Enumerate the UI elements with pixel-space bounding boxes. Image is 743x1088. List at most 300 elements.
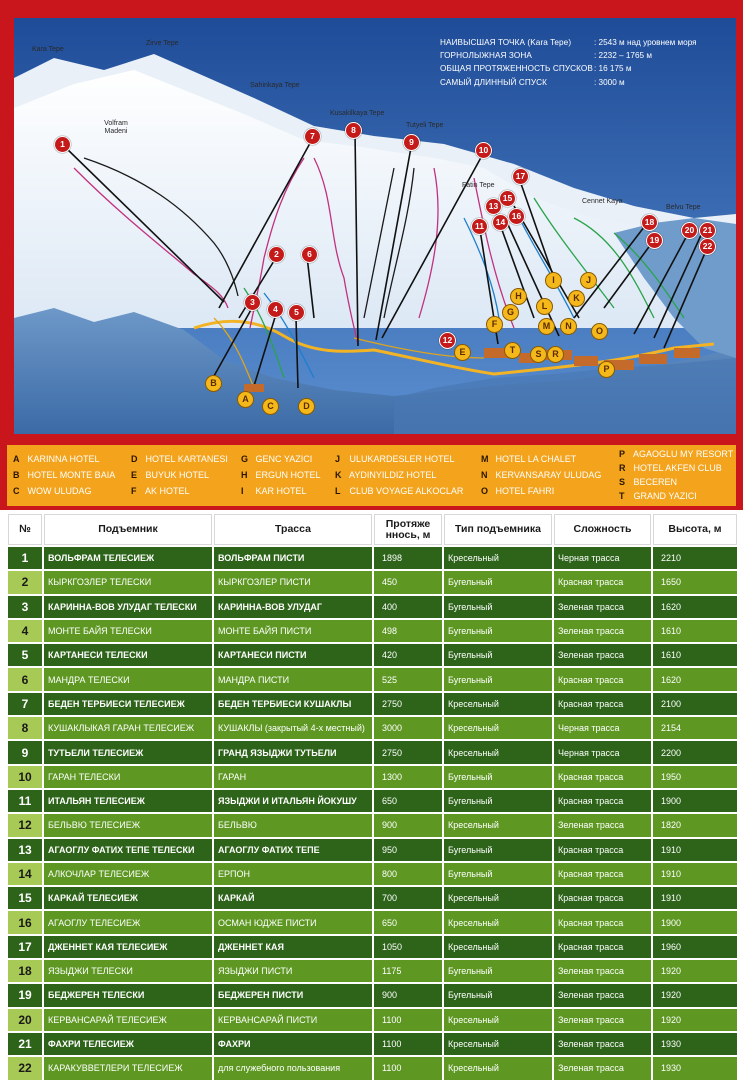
legend-item — [481, 451, 601, 467]
lift-type-cell: Кресельный — [444, 814, 552, 836]
hotel-marker[interactable]: B — [205, 375, 222, 392]
run-name-cell: для служебного пользования — [214, 1057, 372, 1079]
lift-marker[interactable]: 8 — [345, 122, 362, 139]
run-name-cell: КАРКАЙ — [214, 887, 372, 909]
run-name-cell: БЕДЖЕРЕН ПИСТИ — [214, 984, 372, 1006]
lift-name-cell: КУШАКЛЫКАЯ ГАРАН ТЕЛЕСИЕЖ — [44, 717, 212, 739]
altitude-cell: 1650 — [653, 571, 737, 593]
lift-name-cell: КАРАКУВВЕТЛЕРИ ТЕЛЕСИЕЖ — [44, 1057, 212, 1079]
lift-type-cell: Бугельный — [444, 766, 552, 788]
difficulty-cell: Зеленая трасса — [554, 644, 651, 666]
stat-value: : 3000 м — [594, 77, 625, 87]
lift-number-cell: 5 — [8, 644, 42, 666]
lift-type-cell: Бугельный — [444, 571, 552, 593]
lifts-table — [6, 512, 739, 1082]
lift-type-cell: Кресельный — [444, 936, 552, 958]
legend-item — [619, 447, 733, 461]
legend-name: AK HOTEL — [145, 486, 190, 496]
run-length-cell: 1300 — [374, 766, 442, 788]
table-row — [8, 620, 737, 642]
lift-number-cell: 9 — [8, 741, 42, 763]
lift-type-cell: Кресельный — [444, 1057, 552, 1079]
legend-item — [131, 483, 228, 499]
legend-key: N — [481, 470, 488, 480]
lift-type-cell: Кресельный — [444, 911, 552, 933]
lift-number-cell: 18 — [8, 960, 42, 982]
difficulty-cell: Красная трасса — [554, 936, 651, 958]
lift-number-cell: 22 — [8, 1057, 42, 1079]
lift-name-cell: БЕДЖЕРЕН ТЕЛЕСКИ — [44, 984, 212, 1006]
legend-item — [619, 461, 733, 475]
table-row — [8, 1009, 737, 1031]
table-row — [8, 960, 737, 982]
peak-label: Sahinkaya Tepe — [250, 82, 300, 89]
lift-marker[interactable]: 5 — [288, 304, 305, 321]
run-name-cell: ФАХРИ — [214, 1033, 372, 1055]
stat-row — [440, 49, 730, 62]
legend-column — [13, 451, 115, 499]
legend-key: A — [13, 454, 20, 464]
hotel-marker[interactable]: K — [568, 290, 585, 307]
lift-name-cell: БЕДЕН ТЕРБИЕСИ ТЕЛЕСИЕЖ — [44, 693, 212, 715]
hotel-legend — [0, 445, 743, 510]
run-length-cell: 1100 — [374, 1033, 442, 1055]
stat-label: НАИВЫСШАЯ ТОЧКА (Kara Tepe) — [440, 38, 572, 47]
lift-type-cell: Кресельный — [444, 741, 552, 763]
difficulty-cell: Зеленая трасса — [554, 1033, 651, 1055]
lift-marker[interactable]: 7 — [304, 128, 321, 145]
hotel-marker[interactable]: L — [536, 298, 553, 315]
lift-name-cell: ТУТЬЕЛИ ТЕЛЕСИЕЖ — [44, 741, 212, 763]
run-length-cell: 1100 — [374, 1009, 442, 1031]
table-row — [8, 1033, 737, 1055]
hotel-marker[interactable]: E — [454, 344, 471, 361]
run-length-cell: 700 — [374, 887, 442, 909]
difficulty-cell: Зеленая трасса — [554, 960, 651, 982]
lift-type-cell: Бугельный — [444, 839, 552, 861]
lift-name-cell: КАРКАЙ ТЕЛЕСИЕЖ — [44, 887, 212, 909]
legend-item — [13, 467, 115, 483]
peak-label: Kara Tepe — [32, 46, 64, 53]
legend-key: L — [335, 486, 341, 496]
legend-name: AGAOGLU MY RESORT — [633, 449, 734, 459]
legend-key: B — [13, 470, 20, 480]
lift-marker[interactable]: 20 — [681, 222, 698, 239]
legend-key: C — [13, 486, 20, 496]
legend-name: KERVANSARAY ULUDAG — [495, 470, 602, 480]
difficulty-cell: Зеленая трасса — [554, 1009, 651, 1031]
difficulty-cell: Зеленая трасса — [554, 596, 651, 618]
altitude-cell: 1910 — [653, 887, 737, 909]
lift-marker[interactable]: 12 — [439, 332, 456, 349]
column-header: Тип подъемника — [444, 514, 552, 545]
altitude-cell: 1820 — [653, 814, 737, 836]
altitude-cell: 1620 — [653, 668, 737, 690]
lift-type-cell: Бугельный — [444, 596, 552, 618]
run-length-cell: 650 — [374, 790, 442, 812]
stat-value: : 16 175 м — [594, 64, 632, 74]
run-length-cell: 400 — [374, 596, 442, 618]
column-header: Протяже ннось, м — [374, 514, 442, 545]
lift-number-cell: 10 — [8, 766, 42, 788]
lift-type-cell: Бугельный — [444, 644, 552, 666]
altitude-cell: 1900 — [653, 911, 737, 933]
run-name-cell: КАРИННА-ВОВ УЛУДАГ — [214, 596, 372, 618]
run-name-cell: ГАРАН — [214, 766, 372, 788]
legend-item — [619, 489, 733, 503]
run-length-cell: 1898 — [374, 547, 442, 569]
run-name-cell: КЕРВАНСАРАЙ ПИСТИ — [214, 1009, 372, 1031]
legend-key: P — [619, 449, 626, 459]
difficulty-cell: Красная трасса — [554, 911, 651, 933]
lift-number-cell: 19 — [8, 984, 42, 1006]
lift-name-cell: КЕРВАНСАРАЙ ТЕЛЕСИЕЖ — [44, 1009, 212, 1031]
column-header: Трасса — [214, 514, 372, 545]
hotel-marker[interactable]: I — [545, 272, 562, 289]
lift-marker[interactable]: 2 — [268, 246, 285, 263]
lift-type-cell: Кресельный — [444, 693, 552, 715]
altitude-cell: 1930 — [653, 1033, 737, 1055]
table-row — [8, 911, 737, 933]
difficulty-cell: Черная трасса — [554, 547, 651, 569]
lift-name-cell: ФАХРИ ТЕЛЕСИЕЖ — [44, 1033, 212, 1055]
lift-marker[interactable]: 1 — [54, 136, 71, 153]
lift-number-cell: 6 — [8, 668, 42, 690]
lift-marker[interactable]: 6 — [301, 246, 318, 263]
legend-name: BECEREN — [633, 477, 678, 487]
hotel-marker[interactable]: A — [237, 391, 254, 408]
legend-name: HOTEL KARTANESI — [145, 454, 228, 464]
lift-type-cell: Кресельный — [444, 887, 552, 909]
lift-type-cell: Бугельный — [444, 960, 552, 982]
lift-number-cell: 21 — [8, 1033, 42, 1055]
run-name-cell: ОСМАН ЮДЖЕ ПИСТИ — [214, 911, 372, 933]
legend-key: I — [241, 486, 244, 496]
lift-number-cell: 12 — [8, 814, 42, 836]
run-name-cell: БЕДЕН ТЕРБИЕСИ КУШАКЛЫ — [214, 693, 372, 715]
difficulty-cell: Красная трасса — [554, 766, 651, 788]
altitude-cell: 1950 — [653, 766, 737, 788]
table-row — [8, 547, 737, 569]
lift-marker[interactable]: 3 — [244, 294, 261, 311]
legend-key: K — [335, 470, 342, 480]
legend-item — [241, 451, 321, 467]
run-length-cell: 2750 — [374, 741, 442, 763]
table-row — [8, 596, 737, 618]
difficulty-cell: Черная трасса — [554, 717, 651, 739]
lift-name-cell: ИТАЛЬЯН ТЕЛЕСИЕЖ — [44, 790, 212, 812]
difficulty-cell: Зеленая трасса — [554, 984, 651, 1006]
run-length-cell: 1100 — [374, 1057, 442, 1079]
stat-label: ОБЩАЯ ПРОТЯЖЕННОСТЬ СПУСКОВ — [440, 64, 593, 74]
table-row — [8, 814, 737, 836]
peak-label: Fatin Tepe — [462, 182, 495, 189]
difficulty-cell: Красная трасса — [554, 839, 651, 861]
run-name-cell: КАРТАНЕСИ ПИСТИ — [214, 644, 372, 666]
hotel-marker[interactable]: N — [560, 318, 577, 335]
legend-key: H — [241, 470, 248, 480]
table-row — [8, 693, 737, 715]
map-frame — [0, 0, 743, 445]
table-body — [8, 547, 737, 1080]
hotel-marker[interactable]: H — [510, 288, 527, 305]
run-length-cell: 1175 — [374, 960, 442, 982]
lift-marker[interactable]: 13 — [485, 198, 502, 215]
legend-name: KAR HOTEL — [255, 486, 307, 496]
run-length-cell: 3000 — [374, 717, 442, 739]
altitude-cell: 1620 — [653, 596, 737, 618]
hotel-marker[interactable]: T — [504, 342, 521, 359]
legend-item — [131, 451, 228, 467]
legend-column — [335, 451, 463, 499]
resort-stats — [440, 36, 730, 89]
legend-key: G — [241, 454, 249, 464]
lift-number-cell: 13 — [8, 839, 42, 861]
legend-key: J — [335, 454, 341, 464]
run-name-cell: МАНДРА ПИСТИ — [214, 668, 372, 690]
lift-number-cell: 4 — [8, 620, 42, 642]
legend-name: BUYUK HOTEL — [145, 470, 210, 480]
lift-marker[interactable]: 17 — [512, 168, 529, 185]
lift-name-cell: ГАРАН ТЕЛЕСКИ — [44, 766, 212, 788]
legend-name: HOTEL FAHRI — [495, 486, 555, 496]
altitude-cell: 1900 — [653, 790, 737, 812]
difficulty-cell: Зеленая трасса — [554, 814, 651, 836]
legend-item — [241, 483, 321, 499]
legend-key: D — [131, 454, 138, 464]
run-name-cell: АГАОГЛУ ФАТИХ ТЕПЕ — [214, 839, 372, 861]
ski-map — [14, 18, 736, 434]
table-header-row — [8, 514, 737, 545]
table-row — [8, 571, 737, 593]
peak-label: Belvu Tepe — [666, 204, 701, 211]
column-header: Подъемник — [44, 514, 212, 545]
difficulty-cell: Зеленая трасса — [554, 1057, 651, 1079]
difficulty-cell: Красная трасса — [554, 571, 651, 593]
legend-key: S — [619, 477, 626, 487]
lift-type-cell: Кресельный — [444, 1009, 552, 1031]
legend-item — [481, 483, 601, 499]
peak-label: Zirve Tepe — [146, 40, 179, 47]
difficulty-cell: Красная трасса — [554, 668, 651, 690]
hotel-marker[interactable]: R — [547, 346, 564, 363]
peak-label: Kusakilkaya Tepe — [330, 110, 385, 117]
difficulty-cell: Черная трасса — [554, 741, 651, 763]
lift-name-cell: МАНДРА ТЕЛЕСКИ — [44, 668, 212, 690]
altitude-cell: 1930 — [653, 1057, 737, 1079]
lift-number-cell: 2 — [8, 571, 42, 593]
lift-number-cell: 20 — [8, 1009, 42, 1031]
lift-type-cell: Бугельный — [444, 790, 552, 812]
legend-key: T — [619, 491, 625, 501]
legend-column — [131, 451, 228, 499]
lift-marker[interactable]: 15 — [499, 190, 516, 207]
run-name-cell: КУШАКЛЫ (закрытый 4-х местный) — [214, 717, 372, 739]
run-length-cell: 1050 — [374, 936, 442, 958]
table-row — [8, 984, 737, 1006]
table-row — [8, 741, 737, 763]
lift-type-cell: Бугельный — [444, 668, 552, 690]
run-name-cell: ЕРПОН — [214, 863, 372, 885]
lift-marker[interactable]: 22 — [699, 238, 716, 255]
legend-column — [481, 451, 601, 499]
stat-row — [440, 62, 730, 75]
legend-name: GENC YAZICI — [255, 454, 313, 464]
altitude-cell: 2200 — [653, 741, 737, 763]
lift-marker[interactable]: 21 — [699, 222, 716, 239]
lift-marker[interactable]: 4 — [267, 301, 284, 318]
lift-marker[interactable]: 19 — [646, 232, 663, 249]
legend-key: M — [481, 454, 489, 464]
hotel-marker[interactable]: D — [298, 398, 315, 415]
hotel-marker[interactable]: O — [591, 323, 608, 340]
peak-label: Cennet Kaya — [582, 198, 623, 205]
stat-row — [440, 76, 730, 89]
difficulty-cell: Красная трасса — [554, 863, 651, 885]
legend-column — [619, 447, 733, 503]
run-length-cell: 800 — [374, 863, 442, 885]
lift-type-cell: Бугельный — [444, 984, 552, 1006]
lift-number-cell: 7 — [8, 693, 42, 715]
lift-name-cell: БЕЛЬВЮ ТЕЛЕСИЕЖ — [44, 814, 212, 836]
hotel-marker[interactable]: J — [580, 272, 597, 289]
run-name-cell: БЕЛЬВЮ — [214, 814, 372, 836]
altitude-cell: 1920 — [653, 960, 737, 982]
lift-name-cell: МОНТЕ БАЙЯ ТЕЛЕСКИ — [44, 620, 212, 642]
lift-name-cell: АГАОГЛУ ТЕЛЕСИЕЖ — [44, 911, 212, 933]
legend-item — [335, 467, 463, 483]
run-length-cell: 900 — [374, 984, 442, 1006]
column-header: № — [8, 514, 42, 545]
legend-name: AYDINYILDIZ HOTEL — [349, 470, 437, 480]
run-length-cell: 950 — [374, 839, 442, 861]
legend-name: WOW ULUDAG — [27, 486, 92, 496]
legend-item — [13, 451, 115, 467]
run-name-cell: ВОЛЬФРАМ ПИСТИ — [214, 547, 372, 569]
run-name-cell: ДЖЕННЕТ КАЯ — [214, 936, 372, 958]
altitude-cell: 1920 — [653, 984, 737, 1006]
legend-item — [335, 451, 463, 467]
legend-key: O — [481, 486, 489, 496]
difficulty-cell: Красная трасса — [554, 790, 651, 812]
legend-name: KARINNA HOTEL — [27, 454, 100, 464]
legend-name: CLUB VOYAGE ALKOCLAR — [349, 486, 464, 496]
stat-value: : 2232 – 1765 м — [594, 51, 652, 61]
lift-name-cell: КАРИННА-ВОВ УЛУДАГ ТЕЛЕСКИ — [44, 596, 212, 618]
legend-name: HOTEL LA CHALET — [495, 454, 577, 464]
legend-name: GRAND YAZICI — [633, 491, 697, 501]
legend-key: E — [131, 470, 138, 480]
stat-value: : 2543 м над уровнем моря — [594, 38, 697, 47]
stat-label: ГОРНОЛЫЖНАЯ ЗОНА — [440, 51, 532, 61]
lift-type-cell: Кресельный — [444, 547, 552, 569]
lift-name-cell: КЫРКГОЗЛЕР ТЕЛЕСКИ — [44, 571, 212, 593]
legend-name: ERGUN HOTEL — [255, 470, 321, 480]
altitude-cell: 2210 — [653, 547, 737, 569]
lift-number-cell: 16 — [8, 911, 42, 933]
table-row — [8, 766, 737, 788]
run-length-cell: 420 — [374, 644, 442, 666]
legend-key: R — [619, 463, 626, 473]
legend-key: F — [131, 486, 137, 496]
peak-label: Tutyeli Tepe — [406, 122, 444, 129]
altitude-cell: 1610 — [653, 644, 737, 666]
hotel-marker[interactable]: F — [486, 316, 503, 333]
run-length-cell: 450 — [374, 571, 442, 593]
lift-name-cell: ВОЛЬФРАМ ТЕЛЕСИЕЖ — [44, 547, 212, 569]
legend-name: HOTEL AKFEN CLUB — [633, 463, 722, 473]
table-row — [8, 839, 737, 861]
table-row — [8, 668, 737, 690]
table-row — [8, 644, 737, 666]
altitude-cell: 1920 — [653, 1009, 737, 1031]
table-row — [8, 790, 737, 812]
lift-type-cell: Кресельный — [444, 717, 552, 739]
table-row — [8, 887, 737, 909]
hotel-marker[interactable]: G — [502, 304, 519, 321]
lift-marker[interactable]: 16 — [508, 208, 525, 225]
hotel-marker[interactable]: M — [538, 318, 555, 335]
legend-item — [13, 483, 115, 499]
altitude-cell: 1910 — [653, 863, 737, 885]
lift-marker[interactable]: 18 — [641, 214, 658, 231]
lift-marker[interactable]: 10 — [475, 142, 492, 159]
legend-item — [619, 475, 733, 489]
lift-number-cell: 3 — [8, 596, 42, 618]
column-header: Сложность — [554, 514, 651, 545]
run-length-cell: 650 — [374, 911, 442, 933]
lift-number-cell: 8 — [8, 717, 42, 739]
hotel-marker[interactable]: P — [598, 361, 615, 378]
column-header: Высота, м — [653, 514, 737, 545]
lift-number-cell: 17 — [8, 936, 42, 958]
lift-name-cell: АГАОГЛУ ФАТИХ ТЕПЕ ТЕЛЕСКИ — [44, 839, 212, 861]
lift-number-cell: 1 — [8, 547, 42, 569]
run-name-cell: ГРАНД ЯЗЫДЖИ ТУТЬЕЛИ — [214, 741, 372, 763]
legend-column — [241, 451, 321, 499]
lift-type-cell: Бугельный — [444, 863, 552, 885]
difficulty-cell: Зеленая трасса — [554, 620, 651, 642]
altitude-cell: 1960 — [653, 936, 737, 958]
legend-name: HOTEL MONTE BAIA — [27, 470, 116, 480]
altitude-cell: 2100 — [653, 693, 737, 715]
lift-number-cell: 11 — [8, 790, 42, 812]
table-row — [8, 863, 737, 885]
run-length-cell: 525 — [374, 668, 442, 690]
table-row — [8, 936, 737, 958]
run-name-cell: ЯЗЫДЖИ И ИТАЛЬЯН ЙОКУШУ — [214, 790, 372, 812]
lift-type-cell: Кресельный — [444, 1033, 552, 1055]
hotel-marker[interactable]: C — [262, 398, 279, 415]
lift-marker[interactable]: 14 — [492, 214, 509, 231]
altitude-cell: 2154 — [653, 717, 737, 739]
lift-number-cell: 14 — [8, 863, 42, 885]
legend-item — [241, 467, 321, 483]
legend-name: ULUKARDESLER HOTEL — [349, 454, 455, 464]
lift-marker[interactable]: 11 — [471, 218, 488, 235]
hotel-marker[interactable]: S — [530, 346, 547, 363]
difficulty-cell: Красная трасса — [554, 887, 651, 909]
lift-type-cell: Бугельный — [444, 620, 552, 642]
altitude-cell: 1610 — [653, 620, 737, 642]
lift-marker[interactable]: 9 — [403, 134, 420, 151]
run-name-cell: ЯЗЫДЖИ ПИСТИ — [214, 960, 372, 982]
lift-name-cell: АЛКОЧЛАР ТЕЛЕСИЕЖ — [44, 863, 212, 885]
lift-number-cell: 15 — [8, 887, 42, 909]
difficulty-cell: Красная трасса — [554, 693, 651, 715]
run-name-cell: МОНТЕ БАЙЯ ПИСТИ — [214, 620, 372, 642]
lift-name-cell: ДЖЕННЕТ КАЯ ТЕЛЕСИЕЖ — [44, 936, 212, 958]
